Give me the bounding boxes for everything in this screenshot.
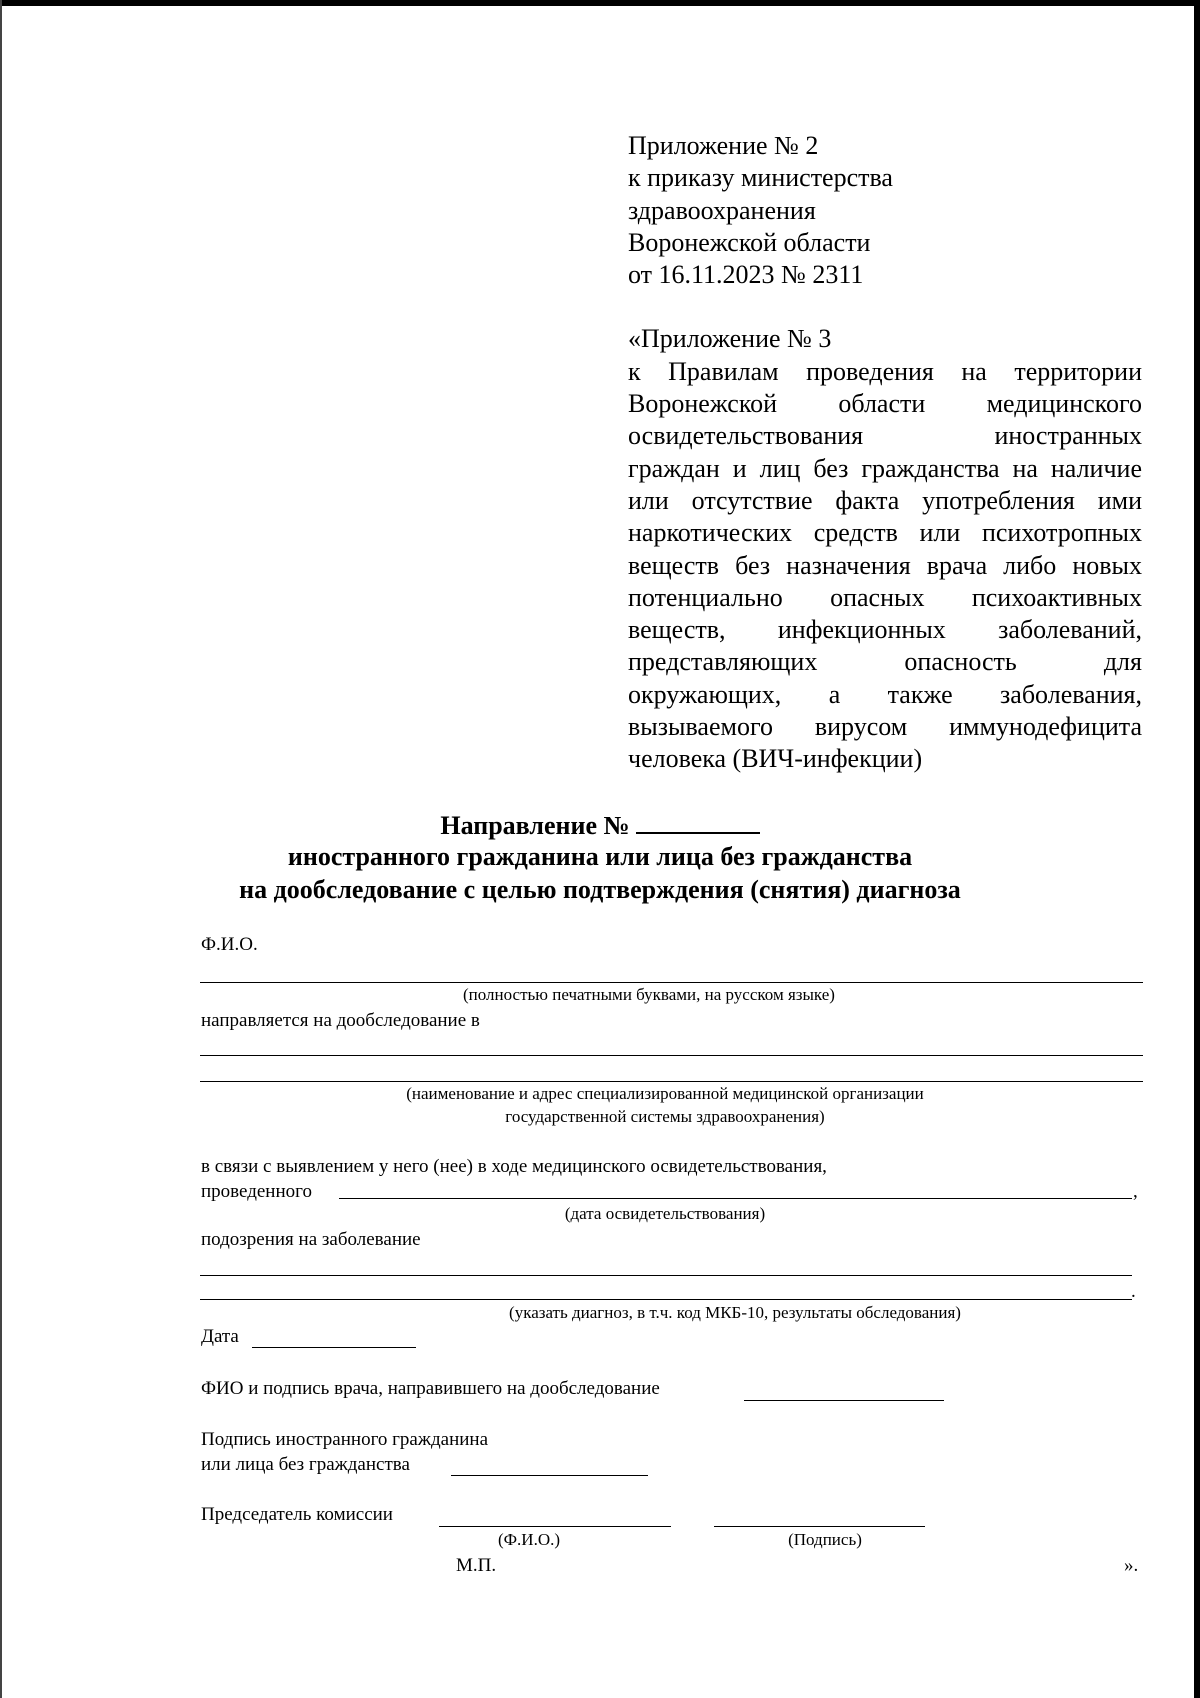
referred-label: направляется на дообследование в	[201, 1010, 480, 1031]
appendix-body-line: потенциально опасных психоактивных	[628, 582, 1142, 612]
appendix-line: к приказу министерства	[628, 163, 893, 193]
citizen-signature-label-1: Подпись иностранного гражданина	[201, 1429, 489, 1450]
doctor-label: ФИО и подпись врача, направившего на дообследование	[201, 1378, 660, 1399]
chair-fio-hint: (Ф.И.О.)	[497, 1530, 561, 1549]
appendix-line: здравоохранения	[628, 195, 816, 225]
appendix-block	[628, 130, 1142, 776]
number-blank[interactable]	[636, 808, 760, 834]
citizen-signature-line[interactable]	[451, 1475, 648, 1476]
organization-line-1[interactable]	[200, 1055, 1143, 1056]
organization-hint-1: (наименование и адрес специализированной медицинской организации	[406, 1084, 924, 1103]
fio-line[interactable]	[200, 982, 1143, 983]
appendix-line: Воронежской области	[628, 227, 871, 257]
diagnosis-line-2[interactable]	[200, 1299, 1132, 1300]
appendix-body-line: веществ, инфекционных заболеваний,	[628, 615, 1142, 645]
appendix-line: от 16.11.2023 № 2311	[628, 260, 864, 290]
appendix-body-line: окружающих, а также заболевания,	[628, 679, 1142, 709]
fio-label: Ф.И.О.	[201, 934, 258, 955]
conducted-label: проведенного	[201, 1181, 312, 1202]
organization-line-2[interactable]	[200, 1081, 1143, 1082]
organization-hint-2: государственной системы здравоохранения)	[505, 1107, 825, 1126]
conducted-comma: ,	[1133, 1181, 1138, 1202]
appendix-spacer	[628, 291, 1142, 323]
fio-hint: (полностью печатными буквами, на русском языке)	[463, 985, 835, 1004]
appendix-body-line: к Правилам проведения на территории	[628, 356, 1142, 386]
chair-signature-line[interactable]	[714, 1526, 925, 1527]
closing-quote: ».	[1124, 1555, 1139, 1576]
document-title	[0, 808, 1200, 841]
appendix-body-line: человека (ВИЧ-инфекции)	[628, 744, 923, 774]
citizen-signature-label-2: или лица без гражданства	[201, 1454, 410, 1475]
title-line-3: на дообследование с целью подтверждения (снятия) диагноза	[239, 875, 961, 904]
appendix-body-line: вызываемого вирусом иммунодефицита	[628, 712, 1142, 742]
chair-label: Председатель комиссии	[201, 1504, 393, 1525]
suspicion-label: подозрения на заболевание	[201, 1229, 421, 1250]
title-line-2: иностранного гражданина или лица без гражданства	[287, 842, 913, 871]
appendix-body	[628, 356, 1142, 776]
appendix-body-line: граждан и лиц без гражданства на наличие	[628, 453, 1142, 483]
chair-fio-line[interactable]	[439, 1526, 671, 1527]
appendix-body-line: освидетельствования иностранных	[628, 421, 1142, 451]
title-line-1	[0, 808, 1200, 841]
appendix-body-line: или отсутствие факта употребления ими	[628, 485, 1142, 515]
diagnosis-line-1[interactable]	[200, 1275, 1132, 1276]
appendix-sub-heading: «Приложение № 3	[628, 324, 832, 354]
appendix-body-line: представляющих опасность для	[628, 647, 1142, 677]
reason-text: в связи с выявлением у него (нее) в ходе медицинского освидетельствования,	[201, 1156, 827, 1177]
date-label: Дата	[201, 1326, 239, 1347]
diagnosis-period: .	[1131, 1281, 1136, 1302]
stamp-label: М.П.	[456, 1555, 497, 1576]
appendix-body-line: Воронежской области медицинского	[628, 389, 1142, 419]
appendix-body-line: веществ без назначения врача либо новых	[628, 550, 1142, 580]
appendix-line: Приложение № 2	[628, 131, 819, 160]
chair-signature-hint: (Подпись)	[788, 1530, 862, 1549]
appendix-body-line: наркотических средств или психотропных	[628, 518, 1142, 548]
scan-border-top	[0, 0, 1200, 6]
doctor-signature-line[interactable]	[744, 1400, 944, 1401]
diagnosis-hint: (указать диагноз, в т.ч. код МКБ-10, результаты обследования)	[509, 1303, 961, 1322]
date-line[interactable]	[252, 1347, 416, 1348]
exam-date-line[interactable]	[339, 1198, 1132, 1199]
title-number-label: Направление №	[440, 811, 630, 840]
exam-date-hint: (дата освидетельствования)	[564, 1204, 766, 1223]
